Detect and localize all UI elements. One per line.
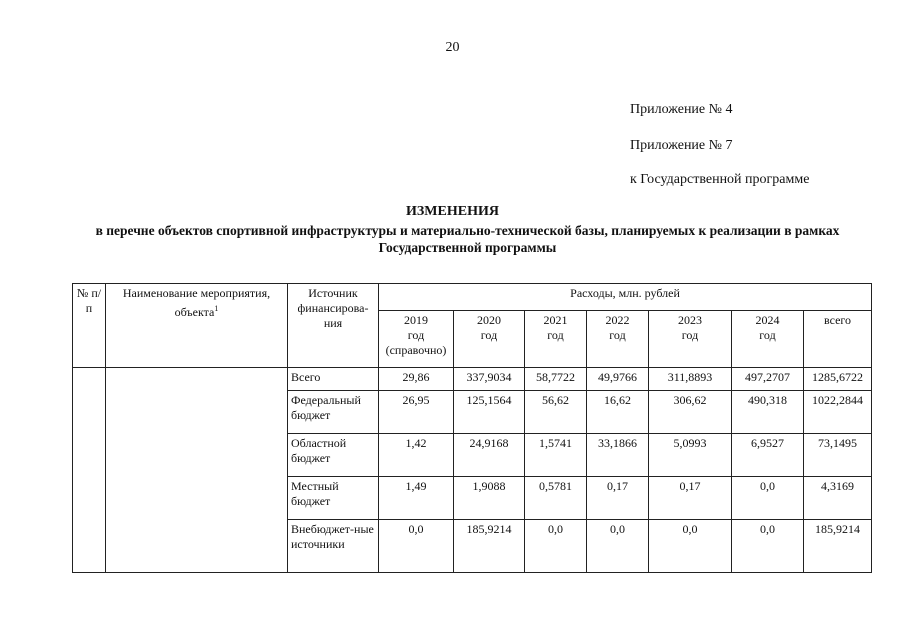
row-num-cell [73, 368, 106, 573]
row-name-cell [106, 368, 288, 573]
value-cell: 1,5741 [525, 434, 587, 477]
value-cell: 33,1866 [587, 434, 649, 477]
value-cell: 0,0 [732, 477, 804, 520]
value-cell: 29,86 [379, 368, 454, 391]
value-cell: 0,5781 [525, 477, 587, 520]
value-cell: 1285,6722 [804, 368, 872, 391]
header-name [106, 284, 288, 368]
value-cell: 311,8893 [649, 368, 732, 391]
year-unit: год [480, 328, 498, 342]
header-name-footnote: 1 [214, 304, 219, 313]
source-cell: Всего [288, 368, 379, 391]
value-cell: 497,2707 [732, 368, 804, 391]
value-cell: 0,17 [587, 477, 649, 520]
value-cell: 0,0 [732, 520, 804, 573]
header-row-1 [73, 284, 872, 311]
source-cell: Федеральный бюджет [288, 391, 379, 434]
appendix-line-3: к Государственной программе [630, 172, 810, 187]
year-label: 2019 [404, 313, 428, 327]
value-cell: 185,9214 [454, 520, 525, 573]
value-cell: 16,62 [587, 391, 649, 434]
value-cell: 490,318 [732, 391, 804, 434]
header-year [732, 311, 804, 368]
value-cell: 5,0993 [649, 434, 732, 477]
year-label: 2020 [477, 313, 501, 327]
source-cell: Местный бюджет [288, 477, 379, 520]
header-name-label: Наименование мероприятия, объекта [122, 286, 271, 319]
year-label: 2021 [543, 313, 568, 327]
year-unit: год [609, 328, 626, 342]
year-label: 2023 [678, 313, 702, 327]
value-cell: 4,3169 [804, 477, 872, 520]
value-cell: 185,9214 [804, 520, 872, 573]
header-num: № п/п [73, 284, 106, 368]
value-cell: 1,9088 [454, 477, 525, 520]
value-cell: 306,62 [649, 391, 732, 434]
value-cell: 0,0 [649, 520, 732, 573]
header-year [454, 311, 525, 368]
value-cell: 56,62 [525, 391, 587, 434]
value-cell: 73,1495 [804, 434, 872, 477]
year-label: 2024 [755, 313, 780, 327]
header-year [379, 311, 454, 368]
value-cell: 0,0 [525, 520, 587, 573]
value-cell: 49,9766 [587, 368, 649, 391]
year-label: 2022 [605, 313, 630, 327]
value-cell: 1022,2844 [804, 391, 872, 434]
year-unit: год [547, 328, 564, 342]
page-number: 20 [445, 40, 460, 55]
header-source: Источник финансирова-ния [288, 284, 379, 368]
year-note: (справочно) [385, 343, 447, 357]
value-cell: 26,95 [379, 391, 454, 434]
year-unit: год [407, 328, 425, 342]
header-year [525, 311, 587, 368]
source-cell: Областной бюджет [288, 434, 379, 477]
value-cell: 0,0 [587, 520, 649, 573]
value-cell: 337,9034 [454, 368, 525, 391]
table-row [73, 368, 872, 391]
value-cell: 125,1564 [454, 391, 525, 434]
value-cell: 24,9168 [454, 434, 525, 477]
value-cell: 0,17 [649, 477, 732, 520]
appendix-line-2: Приложение № 7 [630, 138, 733, 153]
header-year [649, 311, 732, 368]
year-unit: год [759, 328, 776, 342]
source-cell: Внебюджет-ные источники [288, 520, 379, 573]
value-cell: 0,0 [379, 520, 454, 573]
year-label: всего [824, 313, 852, 327]
value-cell: 58,7722 [525, 368, 587, 391]
document-title: ИЗМЕНЕНИЯ [406, 204, 499, 219]
document-subtitle: в перечне объектов спортивной инфраструктуры и материально-технической базы, планируемых к реализации в рамках Государственной программы [95, 223, 840, 255]
header-expenses: Расходы, млн. рублей [379, 284, 872, 311]
value-cell: 1,49 [379, 477, 454, 520]
expenses-table [72, 283, 872, 573]
appendix-line-1: Приложение № 4 [630, 102, 733, 117]
value-cell: 1,42 [379, 434, 454, 477]
year-unit: год [681, 328, 699, 342]
header-total [804, 311, 872, 368]
header-year [587, 311, 649, 368]
value-cell: 6,9527 [732, 434, 804, 477]
